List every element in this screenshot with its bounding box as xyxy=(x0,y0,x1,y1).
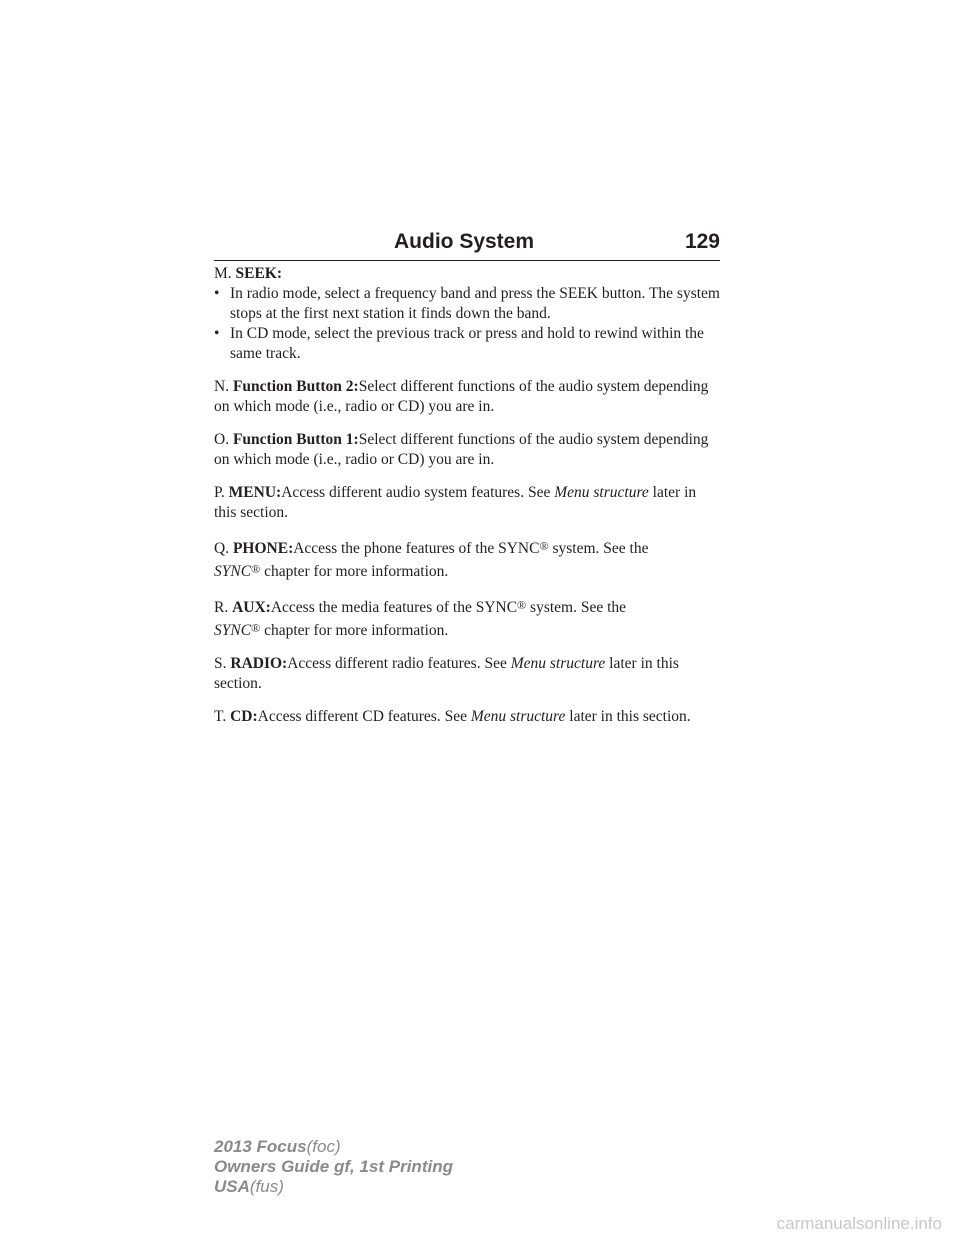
list-item xyxy=(214,324,720,364)
footer-market-code: (fus) xyxy=(249,1177,284,1196)
entry-text: Access different radio features. See xyxy=(287,655,507,672)
footer-model: 2013 Focus xyxy=(214,1137,307,1156)
entry-label: MENU: xyxy=(228,484,282,501)
entry-label: RADIO: xyxy=(230,655,288,672)
footer-market: USA xyxy=(214,1177,250,1196)
entry-label: PHONE: xyxy=(232,540,294,557)
entry-text: system. See the xyxy=(530,599,627,616)
entry-letter: Q. xyxy=(214,540,230,557)
cross-reference-link[interactable]: Menu structure xyxy=(470,708,566,725)
entry-function-button-1 xyxy=(214,430,720,470)
page-header xyxy=(214,228,720,261)
entry-letter: T. xyxy=(214,708,227,725)
footer-model-code: (foc) xyxy=(306,1137,341,1156)
entry-text: Access different audio system features. See xyxy=(281,484,551,501)
footer-guide-edition: Owners Guide gf, 1st Printing xyxy=(214,1157,453,1176)
page-content xyxy=(214,264,720,740)
bullet-icon: • xyxy=(214,325,220,342)
entry-letter: S. xyxy=(214,655,227,672)
cross-reference-link[interactable]: Menu structure xyxy=(510,655,606,672)
entry-radio xyxy=(214,654,720,694)
section-title: Audio System xyxy=(394,230,535,253)
list-item xyxy=(214,284,720,324)
entry-menu xyxy=(214,483,720,523)
cross-reference-link[interactable]: SYNC xyxy=(214,622,252,639)
footer-line xyxy=(214,1137,453,1157)
entry-text: chapter for more information. xyxy=(264,563,449,580)
entry-phone xyxy=(214,536,720,582)
entry-text: later in this section. xyxy=(214,655,679,692)
entry-cd xyxy=(214,707,720,727)
page-number: 129 xyxy=(684,230,720,253)
entry-label: AUX: xyxy=(232,599,271,616)
registered-mark: ® xyxy=(517,598,527,612)
registered-mark: ® xyxy=(251,562,261,576)
cross-reference-link[interactable]: SYNC xyxy=(214,563,252,580)
registered-mark: ® xyxy=(539,539,549,553)
footer-line xyxy=(214,1157,453,1177)
document-footer xyxy=(214,1137,453,1197)
entry-text: Access different CD features. See xyxy=(257,708,467,725)
entry-text: later in this section. xyxy=(569,708,691,725)
entry-label: Function Button 1: xyxy=(232,431,359,448)
entry-aux xyxy=(214,595,720,641)
entry-text: later in this section. xyxy=(214,484,697,521)
entry-label: Function Button 2: xyxy=(232,378,359,395)
bullet-text: In CD mode, select the previous track or press and hold to rewind within the same track. xyxy=(230,325,704,362)
seek-bullet-list xyxy=(214,284,720,364)
entry-text: Access the media features of the SYNC xyxy=(270,599,518,616)
entry-label: CD: xyxy=(230,708,258,725)
bullet-text: In radio mode, select a frequency band and press the SEEK button. The system stops at the first next station it finds down the band. xyxy=(230,285,720,322)
entry-text: chapter for more information. xyxy=(264,622,449,639)
site-watermark: carmanualsonline.info xyxy=(776,1214,942,1233)
entry-letter: O. xyxy=(214,431,230,448)
entry-label: SEEK: xyxy=(235,265,283,282)
entry-text: Access the phone features of the SYNC xyxy=(293,540,540,557)
footer-line xyxy=(214,1177,453,1197)
cross-reference-link[interactable]: Menu structure xyxy=(554,484,649,501)
entry-letter: M. xyxy=(214,265,232,282)
entry-letter: P. xyxy=(214,484,225,501)
entry-letter: N. xyxy=(214,378,230,395)
entry-letter: R. xyxy=(214,599,229,616)
registered-mark: ® xyxy=(251,621,261,635)
entry-text: Select different functions of the audio system depending on which mode (i.e., radio or CD) you are in. xyxy=(214,378,709,415)
bullet-icon: • xyxy=(214,285,220,302)
entry-text: system. See the xyxy=(552,540,649,557)
entry-text: Select different functions of the audio system depending on which mode (i.e., radio or CD) you are in. xyxy=(214,431,709,468)
entry-function-button-2 xyxy=(214,377,720,417)
entry-seek xyxy=(214,264,720,284)
